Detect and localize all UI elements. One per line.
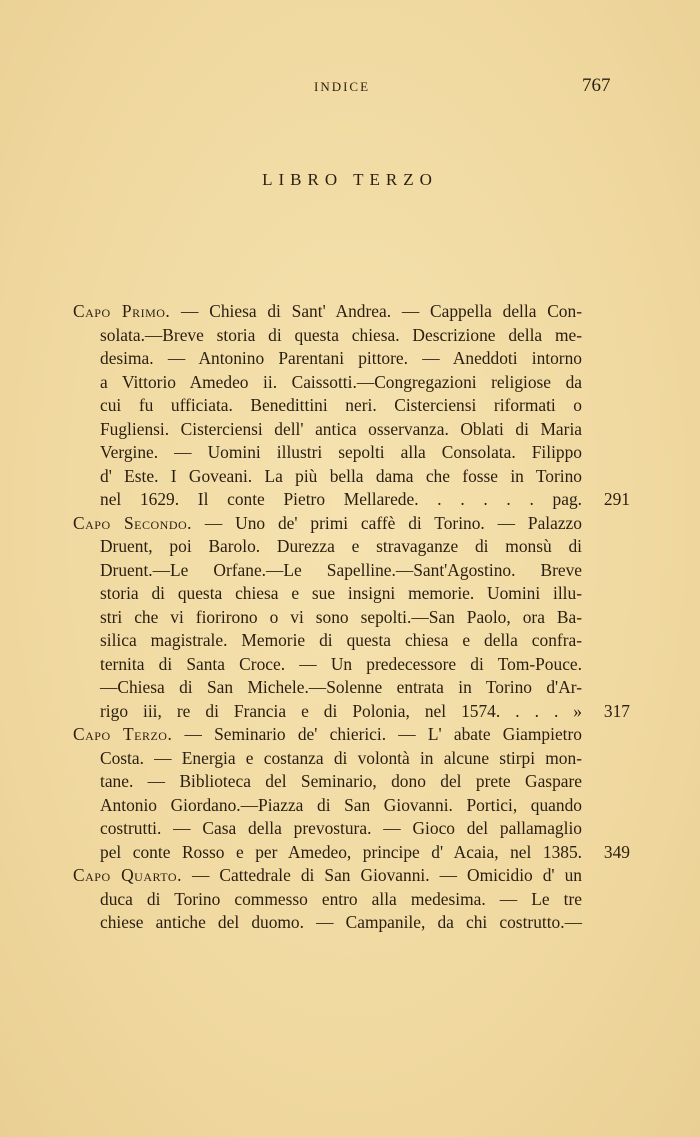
line-text: Fugliensi. Cisterciensi dell' antica osservanza. Oblati di Maria [100,418,582,439]
line-text: costrutti. — Casa della prevostura. — Gioco del pallamaglio [100,818,582,838]
line-text: rigo iii, re di Francia e di Polonia, nel 1574. . . . » [100,700,582,721]
line-text: desima. — Antonino Parentani pittore. — Aneddoti intorno [100,348,582,368]
toc-line [70,512,582,536]
page-reference: 349 [603,841,630,862]
toc-line-row [70,347,630,371]
section-title: LIBRO TERZO [262,170,438,189]
toc-line [70,582,582,606]
toc-line-row [70,676,630,700]
toc-line-row [70,606,630,630]
page-reference: 291 [603,489,630,509]
line-text: stri che vi fiorirono o vi sono sepolti.—San Paolo, ora Ba- [100,606,582,627]
line-text: a Vittorio Amedeo ii. Caissotti.—Congregazioni religiose da [100,371,582,392]
chapter-label: Capo Quarto. [73,865,182,885]
toc-line [70,864,582,888]
line-text: Vergine. — Uomini illustri sepolti alla Consolata. Filippo [100,442,582,462]
toc-line-row [70,888,630,912]
line-text: pel conte Rosso e per Amedeo, principe d' Acaia, nel 1385. [100,841,582,862]
toc-line-row [70,300,630,324]
toc-entry [70,300,630,512]
toc-line [70,817,582,841]
toc-line [70,394,582,418]
toc-line-row [70,770,630,794]
toc-line-row [70,559,630,583]
toc-line-row [70,747,630,771]
toc-line-row [70,465,630,489]
line-text: Antonio Giordano.—Piazza di San Giovanni. Portici, quando [100,794,582,815]
toc-line [70,770,582,794]
toc-line-row [70,582,630,606]
line-text: — Seminario de' chierici. — L' abate Giampietro [184,724,582,744]
toc-line [70,747,582,771]
toc-line [70,300,582,324]
running-head [0,75,700,99]
toc-line [70,723,582,747]
toc-line [70,465,582,489]
line-text: chiese antiche del duomo. — Campanile, da chi costrutto.— [100,912,582,932]
toc-line-row [70,653,630,677]
toc-line [70,794,582,818]
toc-line [70,371,582,395]
line-text: solata.—Breve storia di questa chiesa. Descrizione della me- [100,324,582,345]
toc-entry [70,723,630,864]
toc-line [70,653,582,677]
running-title: INDICE [314,79,371,94]
toc-entry [70,864,630,935]
toc-line [70,488,582,512]
toc-line-row [70,324,630,348]
line-text: —Chiesa di San Michele.—Solenne entrata in Torino d'Ar- [100,677,582,697]
toc-entry [70,512,630,724]
toc-line [70,888,582,912]
line-text: ternita di Santa Croce. — Un predecessore di Tom-Pouce. [100,653,582,674]
toc-line-row [70,841,630,865]
toc-line-row [70,864,630,888]
chapter-label: Capo Terzo. [73,724,173,744]
line-text: tane. — Biblioteca del Seminario, dono del prete Gaspare [100,771,582,791]
toc-line [70,559,582,583]
line-text: — Cattedrale di San Giovanni. — Omicidio d' un [191,865,582,885]
chapter-label: Capo Secondo. [73,512,192,533]
toc-line-row [70,371,630,395]
toc-line-row [70,794,630,818]
toc-line-row [70,817,630,841]
toc-line-row [70,535,630,559]
toc-line [70,324,582,348]
toc-line [70,911,582,935]
toc-line-row [70,488,630,512]
line-text: cui fu ufficiata. Benedittini neri. Cisterciensi riformati o [100,395,582,415]
page-reference: 317 [603,700,630,721]
line-text: d' Este. I Goveani. La più bella dama che fosse in Torino [100,465,582,486]
line-text: duca di Torino commesso entro alla medesima. — Le tre [100,888,582,909]
line-text: storia di questa chiesa e sue insigni memorie. Uomini illu- [100,583,582,603]
toc-line [70,535,582,559]
line-text: — Uno de' primi caffè di Torino. — Palazzo [204,512,582,533]
line-text: Costa. — Energia e costanza di volontà in alcune stirpi mon- [100,747,582,768]
toc-line [70,629,582,653]
line-text: Druent, poi Barolo. Durezza e stravaganze di monsù di [100,536,582,556]
toc-line [70,441,582,465]
line-text: Druent.—Le Orfane.—Le Sapelline.—Sant'Agostino. Breve [100,559,582,580]
toc-line [70,676,582,700]
toc-line-row [70,723,630,747]
toc-line-row [70,911,630,935]
toc-line [70,418,582,442]
page-number: 767 [582,75,611,96]
table-of-contents [70,300,630,935]
toc-line-row [70,512,630,536]
toc-line-row [70,394,630,418]
toc-line-row [70,441,630,465]
toc-line-row [70,629,630,653]
line-text: nel 1629. Il conte Pietro Mellarede. . . . . . pag. [100,489,582,509]
line-text: silica magistrale. Memorie di questa chiesa e della confra- [100,630,582,650]
toc-line [70,700,582,724]
toc-line [70,841,582,865]
chapter-label: Capo Primo. [73,301,171,321]
toc-line-row [70,418,630,442]
toc-line [70,606,582,630]
line-text: — Chiesa di Sant' Andrea. — Cappella della Con- [181,301,582,321]
toc-line [70,347,582,371]
toc-line-row [70,700,630,724]
